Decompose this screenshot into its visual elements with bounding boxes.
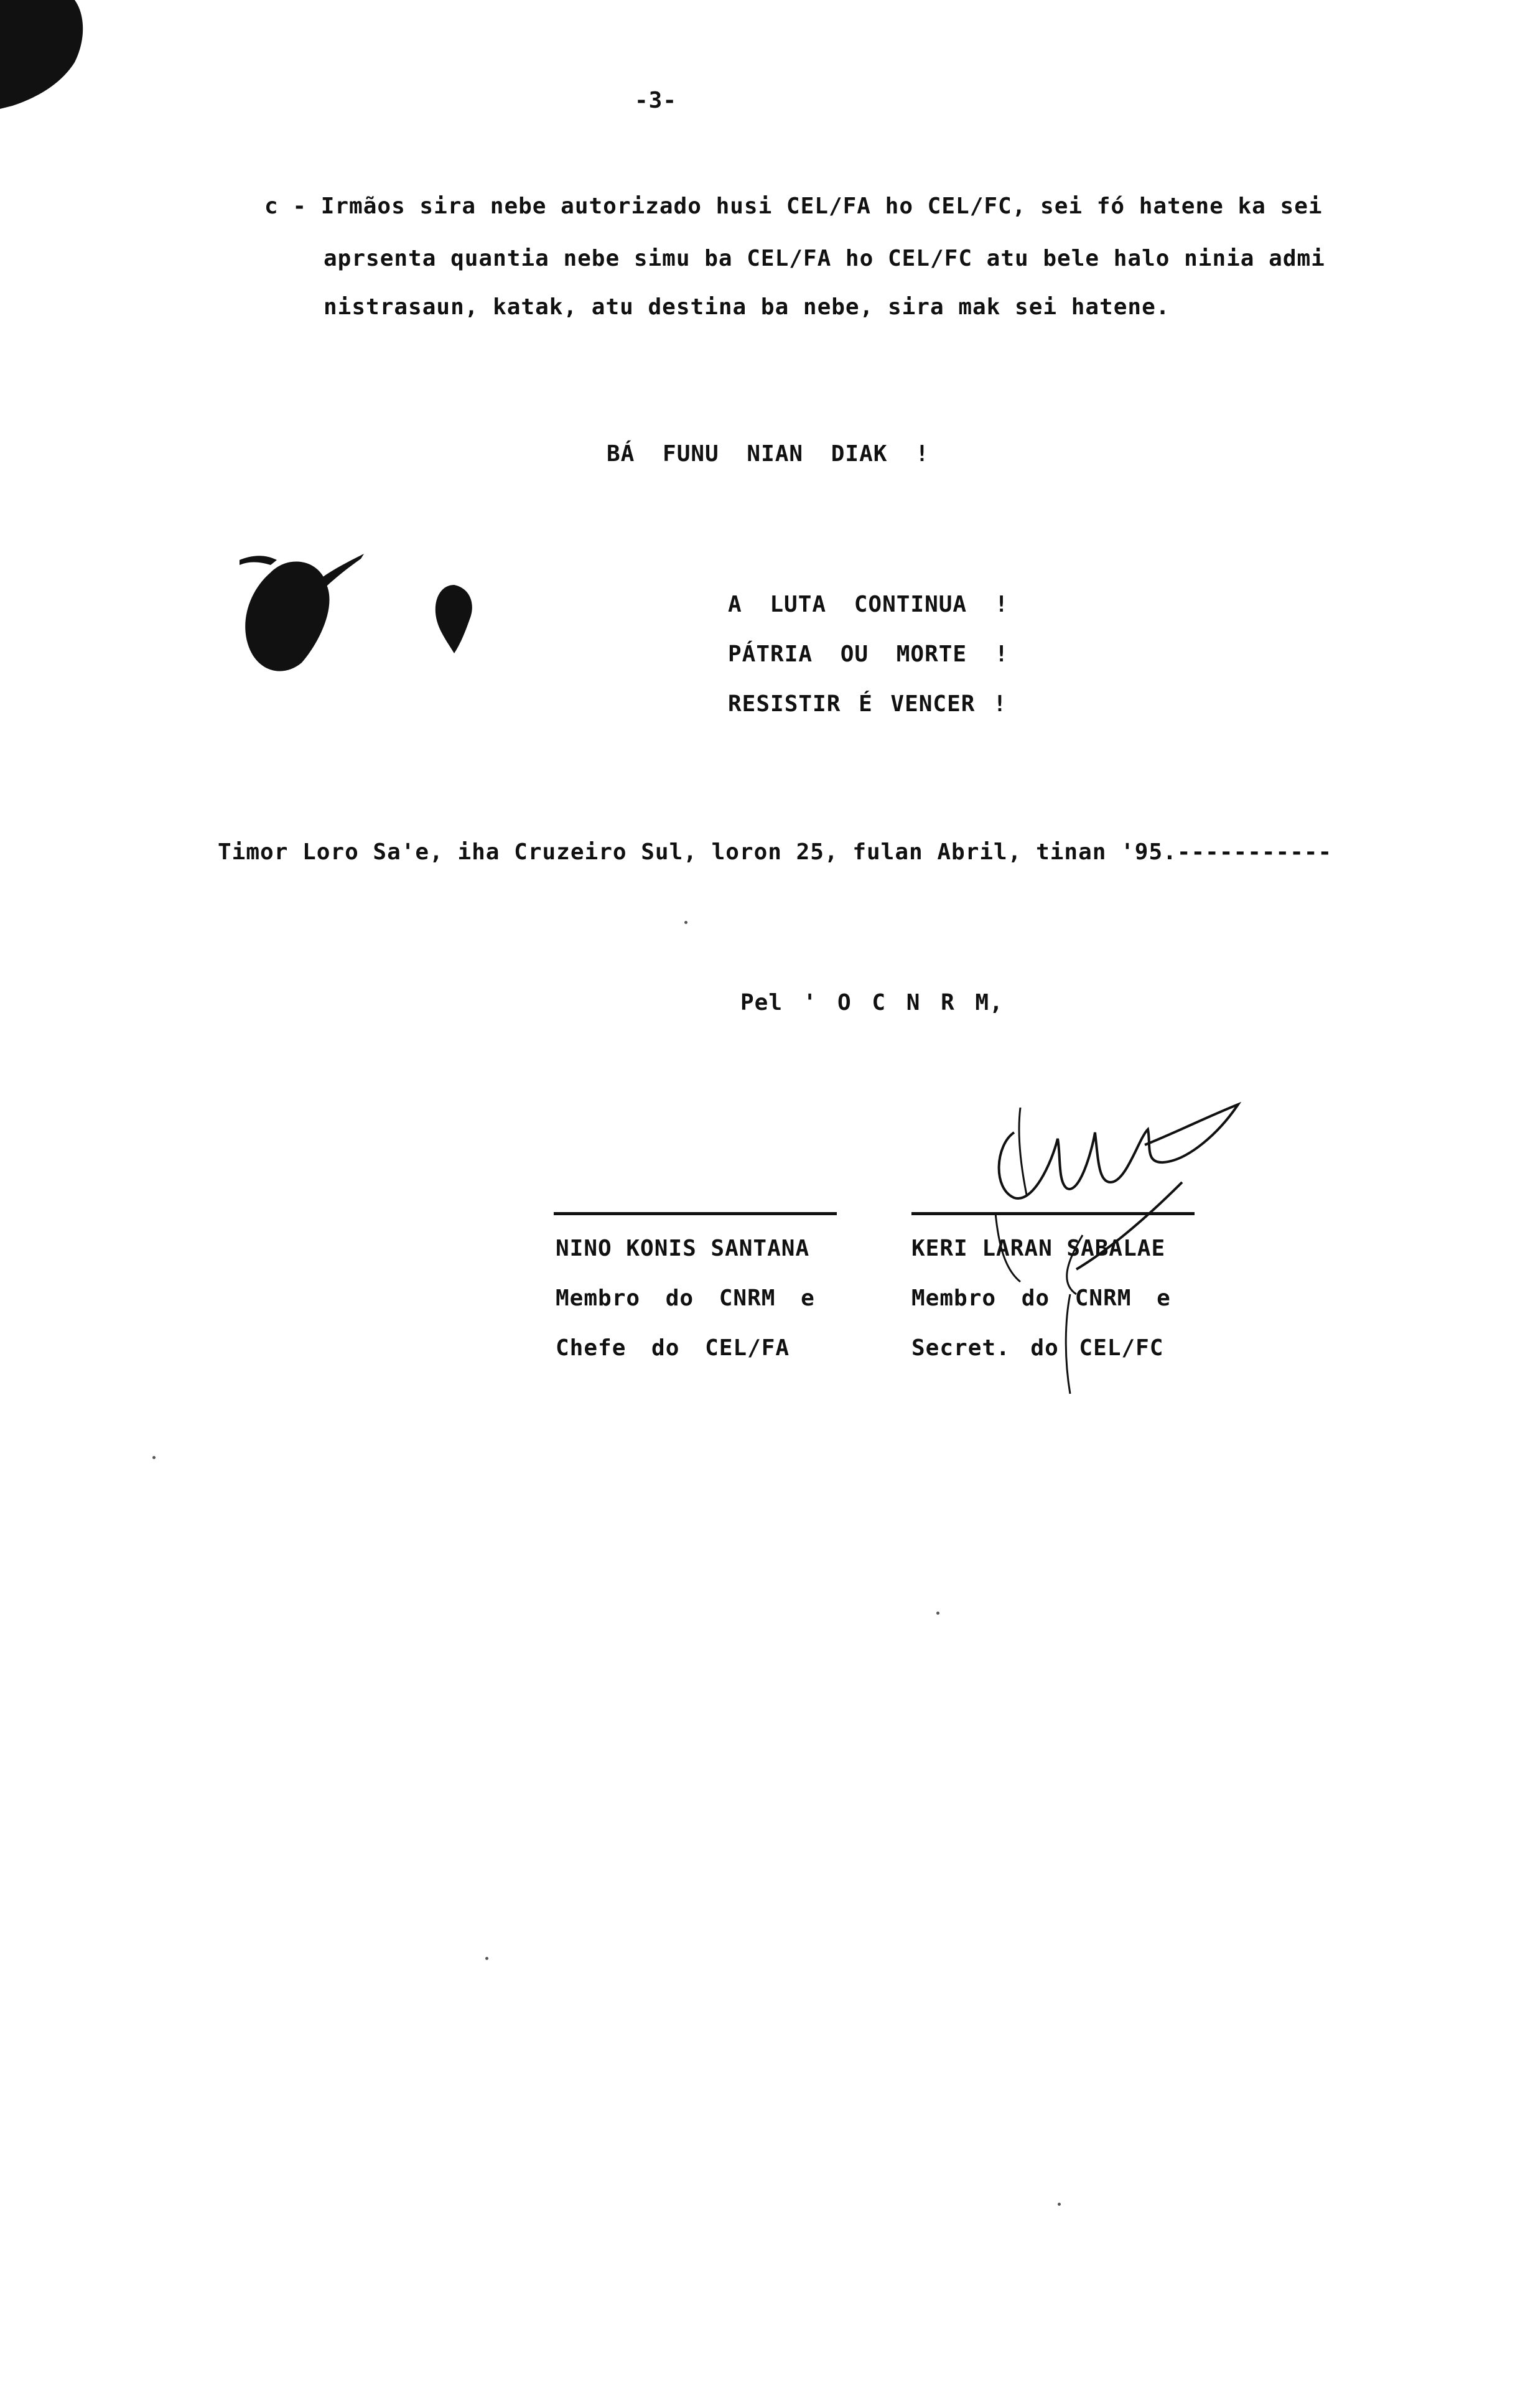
- greeting: BÁ FUNU NIAN DIAK !: [607, 441, 930, 467]
- place-date: Timor Loro Sa'e, iha Cruzeiro Sul, loron 25, fulan Abril, tinan '95.-----------: [218, 839, 1333, 865]
- signatory-left-name: NINO KONIS SANTANA: [556, 1236, 810, 1261]
- signatory-right-name: KERI LARAN SABALAE: [911, 1236, 1166, 1261]
- item-c-line-3: nistrasaun, katak, atu destina ba nebe, sira mak sei hatene.: [324, 294, 1170, 320]
- signature-line-left: [554, 1212, 837, 1215]
- slogan-1: A LUTA CONTINUA !: [728, 592, 1009, 617]
- signatory-right-title: Secret. do CEL/FC: [911, 1335, 1164, 1361]
- item-c-line-1: c - Irmãos sira nebe autorizado husi CEL/FA ho CEL/FC, sei fó hatene ka sei: [264, 194, 1323, 219]
- ink-blot-large: [233, 548, 370, 684]
- slogan-2: PÁTRIA OU MORTE !: [728, 642, 1009, 667]
- scan-speck: [936, 1612, 939, 1615]
- scan-speck: [485, 1957, 488, 1960]
- signatory-left-role: Membro do CNRM e: [556, 1286, 815, 1311]
- ink-blot-corner: [0, 0, 100, 112]
- scan-speck: [684, 921, 687, 924]
- slogan-3: RESISTIR É VENCER !: [728, 691, 1007, 717]
- item-c-line-2: aprsenta quantia nebe simu ba CEL/FA ho CEL/FC atu bele halo ninia admi: [324, 246, 1325, 271]
- ink-blot-small: [429, 582, 479, 656]
- on-behalf: Pel ' O C N R M,: [740, 990, 1004, 1015]
- signatory-right-role: Membro do CNRM e: [911, 1286, 1171, 1311]
- scan-speck: [152, 1456, 156, 1459]
- scan-speck: [1058, 2203, 1061, 2206]
- page-number: -3-: [635, 88, 678, 113]
- signatory-left-title: Chefe do CEL/FA: [556, 1335, 790, 1361]
